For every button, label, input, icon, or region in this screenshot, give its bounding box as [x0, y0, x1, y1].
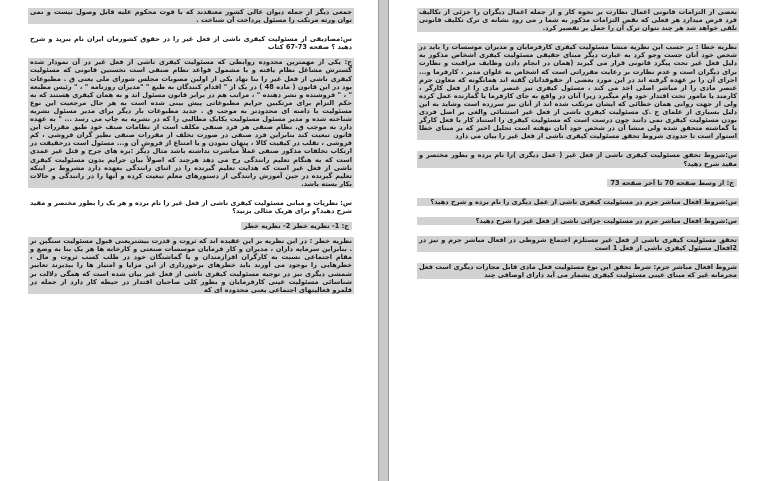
paragraph-4: شروط افعال مباشر جرم: شرط تحقق این نوع مسئولیت فعل مادی قابل مجازات دیگری است فعل مجرمانه غیر که مبنای عینی مسئولیت کیفری بشمار می آید دارای اوصافی چند — [419, 263, 737, 280]
question-2: س: نظریات و مبانی مسئولیت کیفری ناشی از فعل غیر را نام برده و هر یک را بطور مختصر و مفید شرح دهید؟و برای هریک مثالی بزنید؟ — [30, 198, 352, 215]
right-page — [388, 0, 768, 481]
question-3: س:شروط تحقق مسئولیت کیفری ناشی از فعل غیر ( عمل دیگری )را نام برده و بطور مختصر و مفید شرح دهید؟ — [419, 151, 737, 168]
paragraph-3: تحقق مسئولیت کیفری ناشی از فعل غیر مستلزم اجتماع شروطی در افعال مباشر جرم و نیز در 2افعال مسئول کیفری ناشی از فعل 1 است — [419, 235, 737, 252]
paragraph-2: نظریه خطا : بر حسب این نظریه منشا مسئولیت کیفری کارفرمایان و مدیران موسسات را باید در شخص خود آنان جست وجو کرد به عبارت دیگر مبنای حقیقی مسئولیت کیفری اشخاص مذکور به دلیل فعل غیر تحت پیگرد قانونی قرار می گیرند (همان در انجام دادن وظایف مراقبت و نظارت برای دیگران است و عدم نظارت بر رعایت مقرراتی است که اشخاص به علوان مدیر ، کارفرما و... اجرای آن را بر عهده گرفته اند در این مورد بعضی از حقوقدانان گفته اند همانگونه که معاون جرم عنصر مادی را از مباشر اصلی اخذ می کند ، مسئول کیفری نیز عنصر مادی را از فعل کارگر ، کارمند یا مامور تحت اقتدار خود وام میگیرد زیرا آنان در واقع به جای کارفرما یا گمارنده عمل کرده ولی از جهت روانی همان خطائی که ایشان مرتکب شده اند از آنان نیز سرزده است وشاید به این دلیل بسیاری از علمای ج .ک مسئولیت کیفری ناشی از فعل غیر استثنائی والغی بر اصل فردی بودن مسئولیت کیفری نمی دانند چون درست است که مسئولیت کیفری را استناد کار با فعل کارگر یا گماشته متحقق شده ولی منشا آن در شخص خود آنان نهفته است تحلیل اخیر که بر مبنای خطا استوار است تا حدودی شروط تحقق مسئولیت کیفری ناشی از فعل غیر را بیان می دارد — [419, 43, 737, 141]
answer-3-heading: ج: از وسط صفحه 70 تا آخر صفحه 73 — [607, 179, 737, 187]
question-4: س:شروط افعال مباشر جرم در مسئولیت کیفری ناشی از عمل دیگری را نام برده و شرح دهید؟ — [417, 198, 739, 206]
left-page-text — [28, 8, 354, 294]
answer-2-heading: ج: 1- نظریه خطر 2- نظریه خطر — [241, 222, 352, 230]
answer-1: ج: یکی از مهمترین محدوده روابطی که مسئولیت کیفری ناشی از فعل غیر در آن نمودار شده گسترش مشاغل نظام یافته و با مشمول قواعد نظام صنفی است نخستین قانونی که مسئولیت کیفری ناشی از فعل غیر را بنا نهاد یکی از اولین مصوبات مجلس شورای ملی یعنی ق . مطبوعات بود در این قانون ( ماده 48 ) در یک از " اقدام کنندگان به طبع " "مدیران روزنامه " ، " رئیس مطبعه " ، " فروشنده و نشر دهنده " ، مراتب هم در برابر قانون مسئول اند و به همان کیفری هستند که به حکم التزام برای مرتکبین جرایم مطبوعاتی پیش بینی شده است به هر حال مرجعیت این نوع مسئولیت با دامنه ای محدودتر به موجب ق . جدید مطبوعات بار دیگر برای مدیر مسئول نشریه شناخته شده و مدیر مسئول مسئولیت یکایک مطالبی را که در نشریه به چاپ می رسد ... " به عهده دارد به موجب ق. نظام صنفی هر فرد صنفی مکلف است از نظامات صنف خود طبق مقررات این قانون تبعیت کند بنابراین فرد صنفی در صورت تخلف از مقررات صنفی نظیر گران فروشی ، کم فروشی ، تقلب در کیفیت کالا ، پنهان نمودن و یا امتناع از فروش آن و... مسئول است درحقیقت در ارتکاب تخلفات مذکور صنفی عملاً مباشرت نداشته باشد مثال دیگر :بزه های جرح و قتل غیر عمدی است که به هنگام تعلیم رانندگی رخ می دهد هرچند که اصولاً بیان جرایم بدون مسئولیت کیفری ناشی از فعل غیر است که هدایت تعلیم گیرنده را در اثنای رانندگی بعهده دارد مشروط بر اینکه تعلیم گیرنده در حین آموزش رانندگی از دستورهای معلم تبعیت کرده و آنها را در رانندگی و حالات بکار بسته باشد. — [30, 58, 352, 188]
question-1: س:مصادیقی از مسئولیت کیفری ناشی از فعل غیر را در حقوق کشورمان ایران نام ببرید و شرح دهید ؟ صفحه 73-67 کتاب — [30, 35, 352, 52]
paragraph-1: بعضی از التزامات قانونی اعمال نظارت بر نحوه کار و از جمله اعمال دیگران را جزئی از تکالیف فرد فرض میدارد هر فعلی که نقض التزامات مذکور به شما ر می رود نشانه ی ترک تکلیف قانونی تلقی خواهد شد هر چند نتوان ترک آن را حمل بر تقصیر کرد. — [419, 8, 737, 33]
intro-paragraph: جمعی دیگر از جمله دیوان عالی کشور معتقدند که با فوت محکوم علیه قابل وصول نیست و نمی توان ورثه مرتکب را مسئول پرداخت آن شناخت . — [30, 8, 352, 25]
right-page-text — [417, 8, 739, 279]
left-page — [0, 0, 379, 481]
answer-2: نظریه خطر : در این نظریه بر این عقیده اند که ثروت و قدرت بیشتریعنی قبول مسئولیت سنگین تر . بنابراین سرمایه داران ، مدیران و کار فرمایان موسسات صنعتی و کارخانه ها هر یک بنا به وضع و مقام اجتماعی نسبت به کارگران افرازمندان و یا گماشتگان خود در طلب کسب ثروت و مال ، خطرهایی را بوجود می آورند باید خطرهای برخورداری از این مزایا و امتیاز ها را بپذیرند تعابیر شمشی دیگری نیز در توجیه مسئولیت کیفری ناشی از فعل غیر بیان شده است که همگی دلالت بر شناسائی مسئولیت عینی کارفرمایان و بطور کلی صاحبان اقتدار در حیطه کار دارد از جمله در قلمرو فعالیتهای اجتماعی یعنی محدوده ای که — [30, 237, 352, 294]
question-5: س:شروط افعال مباشر جرم در مسئولیت جزائی ناشی از فعل غیر را شرح دهید؟ — [417, 217, 739, 225]
